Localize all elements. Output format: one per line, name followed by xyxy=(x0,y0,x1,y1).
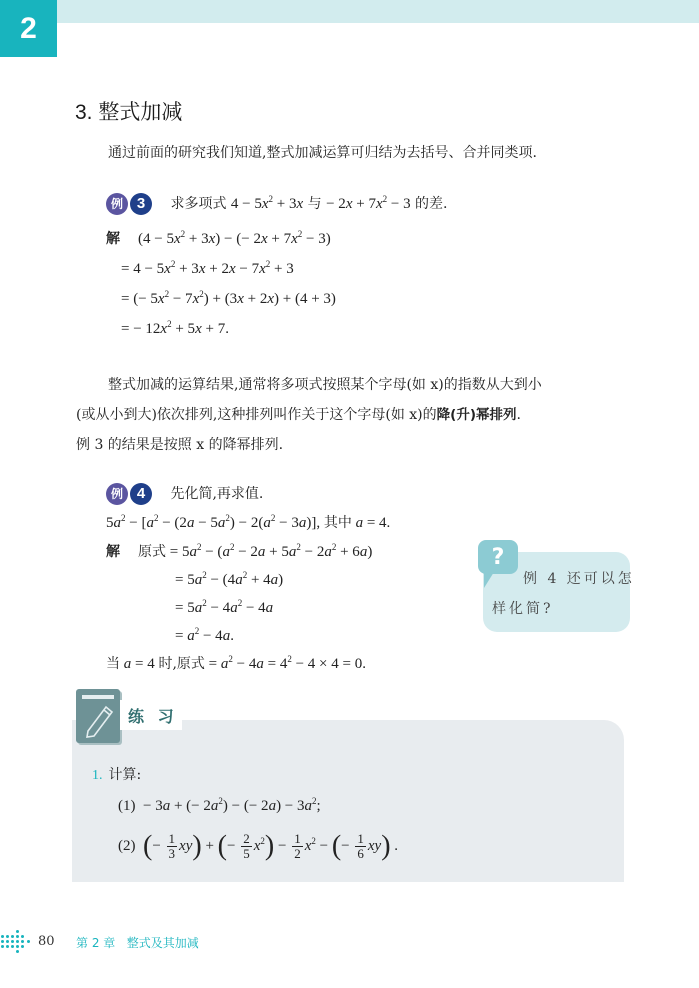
explanation-line-3: 例 3 的结果是按照 x 的降幂排列. xyxy=(76,437,284,453)
page-marker-icon xyxy=(0,930,32,954)
key-term: 降(升)幂排列 xyxy=(436,407,517,423)
explanation-line-2: (或从小到大)依次排列,这种排列叫作关于这个字母(如 x)的降(升)幂排列. xyxy=(76,407,521,423)
chapter-footer: 第 2 章 整式及其加减 xyxy=(76,936,199,950)
exercise-title: 练 习 xyxy=(120,700,182,730)
example-4-step-4: = $a^2 - 4a$. xyxy=(175,626,234,644)
example-4-step-2: = $5a^2 - (4a^2 + 4a)$ xyxy=(175,570,284,588)
polynomial-1: $4 - 5x^2 + 3x$ xyxy=(230,194,304,212)
example-3-badge xyxy=(106,193,152,215)
example-3-step-2: = $4 - 5x^2 + 3x + 2x - 7x^2 + 3$ xyxy=(121,259,294,277)
question-icon: ? xyxy=(478,540,518,574)
example-badge-label: 例 xyxy=(106,193,128,215)
callout-tail xyxy=(484,572,494,588)
section-title: 3. 整式加减 xyxy=(75,101,183,124)
solution-label: 解 xyxy=(106,231,120,247)
explanation-line-1: 整式加减的运算结果,通常将多项式按照某个字母(如 x)的指数从大到小 xyxy=(108,377,542,393)
exercise-part-1: (1) − 3a + (− $2a^2$) − (− $2a) - 3a^2$; xyxy=(118,796,321,814)
solution-label: 解 xyxy=(106,544,120,560)
example-4-prompt: 例 4 先化简,再求值. xyxy=(106,479,263,509)
page-number: 80 xyxy=(38,934,55,949)
intro-paragraph: 通过前面的研究我们知道,整式加减运算可归结为去括号、合并同类项. xyxy=(108,145,537,161)
exercise-part-2: (2) (− $\frac{1}{3}$ xy) + (− $\frac{2}{5}$ $x^2$) − $\frac{1}{2}$ $x^2$ − (− $\frac{1}{6}$ xy) . xyxy=(118,830,399,862)
example-badge-label: 例 xyxy=(106,483,128,505)
chapter-tab: 2 xyxy=(0,0,57,57)
example-3-step-1: 解 $(4 - 5x^2 + 3x)$ − (− $2x + 7x^2 - 3$) xyxy=(106,229,331,247)
example-3-step-4: = − $12x^2 + 5x + 7$. xyxy=(121,319,229,337)
example-3-prompt: 例 3 求多项式 $4 - 5x^2 + 3x$ 与 − $2x + 7x^2 - 3$ 的差. xyxy=(106,189,448,219)
polynomial-2: − $2x + 7x^2 - 3$ xyxy=(326,194,411,212)
example-4-step-3: = $5a^2 - 4a^2 - 4a$ xyxy=(175,598,274,616)
example-4-conclusion: 当 a = 4 时,原式 = $a^2 - 4a = 4^2 - 4 \times 4 = 0$. xyxy=(106,654,366,672)
example-4-step-1: 解 原式 = $5a^2 - (a^2 - 2a + 5a^2 - 2a^2 + 6a)$ xyxy=(106,542,373,560)
example-3-step-3: = (− $5x^2 - 7x^2) + (3x + 2x) + (4 + 3)$ xyxy=(121,289,336,307)
example-4-badge xyxy=(106,483,152,505)
pencil-notebook-icon xyxy=(76,689,120,743)
header-band xyxy=(57,0,699,23)
example-4-expression: $5a^2 - [a^2 - (2a - 5a^2) - 2(a^2 - 3a)]$, 其中 a = 4. xyxy=(106,513,391,531)
exercise-item-1: 1. 计算: xyxy=(92,767,142,783)
item-number: 1. xyxy=(92,768,103,783)
callout-line-1: 例 4 还可以怎 xyxy=(523,571,635,587)
example-badge-number: 3 xyxy=(130,193,152,215)
example-badge-number: 4 xyxy=(130,483,152,505)
callout-line-2: 样化简? xyxy=(492,601,554,617)
